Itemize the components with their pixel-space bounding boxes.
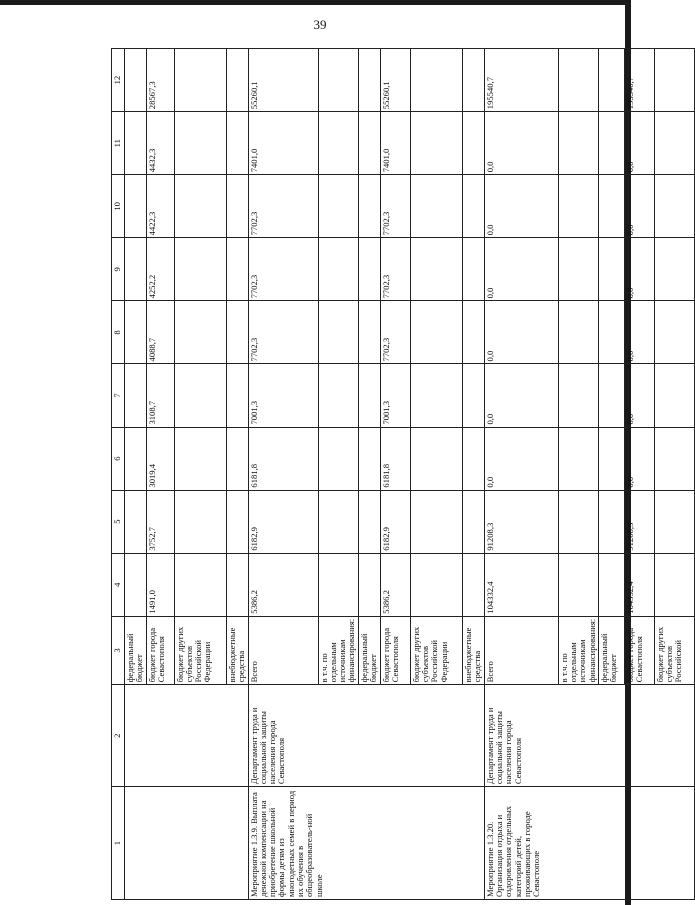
value-cell: [125, 490, 147, 553]
value-cell: [125, 301, 147, 364]
source-cell: бюджет города Севастополя: [380, 616, 410, 685]
value-cell: 195540,7: [484, 49, 558, 112]
header-cell: 6: [112, 427, 125, 490]
value-cell: [125, 112, 147, 175]
value-cell: 104332,4: [484, 553, 558, 616]
value-cell: [226, 112, 248, 175]
value-cell: [318, 301, 358, 364]
value-cell: 3019,4: [146, 427, 174, 490]
value-cell: [125, 49, 147, 112]
value-cell: [174, 490, 226, 553]
source-cell: федеральный бюджет: [598, 616, 624, 685]
value-cell: [654, 364, 694, 427]
header-cell: 3: [112, 616, 125, 685]
value-cell: [654, 238, 694, 301]
source-cell: внебюджетные средства: [462, 616, 484, 685]
table-body: [112, 49, 695, 900]
value-cell: [462, 490, 484, 553]
value-cell: 0,0: [624, 427, 654, 490]
value-cell: 5386,2: [380, 553, 410, 616]
value-cell: [174, 175, 226, 238]
value-cell: 0,0: [624, 112, 654, 175]
value-cell: [318, 175, 358, 238]
source-cell: внебюджетные средства: [226, 616, 248, 685]
value-cell: [558, 553, 598, 616]
measure-cell: Мероприятие 1.3.20. Организация отдыха и оздоровления отдельных категорий детей, проживающих в городе Севастополе: [484, 787, 694, 900]
executor-cell: Департамент труда и социальной защиты населения города Севастополя: [484, 685, 694, 787]
value-cell: [410, 427, 462, 490]
value-cell: 195540,7: [624, 49, 654, 112]
value-cell: [226, 175, 248, 238]
source-cell: в т.ч. по отдельным источникам финансирования:: [558, 616, 598, 685]
header-cell: 11: [112, 112, 125, 175]
value-cell: 104332,4: [624, 553, 654, 616]
value-cell: [598, 553, 624, 616]
value-cell: 0,0: [484, 175, 558, 238]
value-cell: [125, 427, 147, 490]
value-cell: [558, 49, 598, 112]
value-cell: [462, 112, 484, 175]
value-cell: [558, 175, 598, 238]
value-cell: [654, 301, 694, 364]
value-cell: [174, 364, 226, 427]
value-cell: 6182,9: [248, 490, 318, 553]
page-number: 39: [313, 17, 327, 32]
value-cell: 0,0: [624, 301, 654, 364]
source-cell: Всего: [484, 616, 558, 685]
value-cell: [318, 238, 358, 301]
value-cell: 0,0: [484, 427, 558, 490]
value-cell: [226, 301, 248, 364]
value-cell: [462, 427, 484, 490]
value-cell: [358, 112, 380, 175]
value-cell: [358, 427, 380, 490]
header-cell: 9: [112, 238, 125, 301]
value-cell: [598, 112, 624, 175]
rotated-table-wrapper: [111, 48, 684, 900]
value-cell: [558, 490, 598, 553]
value-cell: [125, 175, 147, 238]
value-cell: [462, 364, 484, 427]
value-cell: [410, 112, 462, 175]
value-cell: 7702,3: [248, 301, 318, 364]
value-cell: 0,0: [484, 238, 558, 301]
value-cell: [318, 553, 358, 616]
value-cell: [598, 364, 624, 427]
value-cell: [598, 427, 624, 490]
value-cell: 0,0: [624, 175, 654, 238]
value-cell: 7401,0: [380, 112, 410, 175]
value-cell: [654, 175, 694, 238]
value-cell: [358, 238, 380, 301]
value-cell: [174, 238, 226, 301]
value-cell: [318, 490, 358, 553]
value-cell: [410, 238, 462, 301]
value-cell: 7702,3: [248, 238, 318, 301]
value-cell: [318, 112, 358, 175]
source-cell: бюджет других субъектов Российской Федерации: [410, 616, 462, 685]
value-cell: [358, 490, 380, 553]
table-row: [125, 49, 147, 900]
value-cell: [226, 49, 248, 112]
value-cell: [462, 175, 484, 238]
value-cell: 0,0: [484, 112, 558, 175]
value-cell: [174, 301, 226, 364]
value-cell: [654, 490, 694, 553]
value-cell: [558, 238, 598, 301]
value-cell: 0,0: [624, 364, 654, 427]
table-row: [484, 49, 558, 900]
value-cell: [598, 238, 624, 301]
value-cell: 7702,3: [248, 175, 318, 238]
value-cell: 4422,3: [146, 175, 174, 238]
value-cell: [462, 301, 484, 364]
value-cell: [358, 301, 380, 364]
value-cell: [226, 364, 248, 427]
value-cell: [598, 301, 624, 364]
value-cell: 1491,0: [146, 553, 174, 616]
value-cell: [410, 490, 462, 553]
value-cell: 91208,3: [484, 490, 558, 553]
source-cell: Всего: [248, 616, 318, 685]
value-cell: [654, 427, 694, 490]
source-cell: бюджет города Севастополя: [146, 616, 174, 685]
value-cell: [462, 553, 484, 616]
budget-table: [111, 48, 695, 900]
value-cell: [654, 49, 694, 112]
value-cell: 3752,7: [146, 490, 174, 553]
value-cell: 7001,3: [248, 364, 318, 427]
value-cell: [598, 175, 624, 238]
value-cell: 0,0: [484, 364, 558, 427]
value-cell: [410, 301, 462, 364]
value-cell: [462, 49, 484, 112]
header-cell: 8: [112, 301, 125, 364]
source-cell: федеральный бюджет: [125, 616, 147, 685]
value-cell: [174, 553, 226, 616]
source-cell: бюджет других субъектов Российской Федерации: [174, 616, 226, 685]
value-cell: [358, 553, 380, 616]
header-row: [112, 49, 125, 900]
value-cell: [318, 427, 358, 490]
value-cell: [558, 112, 598, 175]
value-cell: [125, 238, 147, 301]
value-cell: 6181,8: [380, 427, 410, 490]
value-cell: [125, 364, 147, 427]
value-cell: 7001,3: [380, 364, 410, 427]
value-cell: [558, 364, 598, 427]
source-cell: бюджет города Севастополя: [624, 616, 654, 685]
header-cell: 12: [112, 49, 125, 112]
value-cell: 5386,2: [248, 553, 318, 616]
value-cell: 7401,0: [248, 112, 318, 175]
value-cell: 0,0: [484, 301, 558, 364]
value-cell: [226, 427, 248, 490]
value-cell: [226, 238, 248, 301]
value-cell: [318, 49, 358, 112]
value-cell: 6182,9: [380, 490, 410, 553]
value-cell: 7702,3: [380, 238, 410, 301]
value-cell: [174, 112, 226, 175]
value-cell: 4432,3: [146, 112, 174, 175]
value-cell: [654, 553, 694, 616]
header-cell: 4: [112, 553, 125, 616]
value-cell: 0,0: [624, 238, 654, 301]
header-cell: 2: [112, 685, 125, 787]
value-cell: [174, 427, 226, 490]
header-cell: 7: [112, 364, 125, 427]
value-cell: [410, 175, 462, 238]
value-cell: 55260,1: [380, 49, 410, 112]
measure-cell: [125, 787, 249, 900]
source-cell: в т.ч. по отдельным источникам финансирования:: [318, 616, 358, 685]
header-cell: 5: [112, 490, 125, 553]
table-row: [248, 49, 318, 900]
value-cell: [226, 490, 248, 553]
value-cell: [358, 175, 380, 238]
scan-top-edge: [0, 0, 631, 5]
executor-cell: [125, 685, 249, 787]
value-cell: [654, 112, 694, 175]
value-cell: 4088,7: [146, 301, 174, 364]
value-cell: 3108,7: [146, 364, 174, 427]
header-cell: 10: [112, 175, 125, 238]
value-cell: 7702,3: [380, 301, 410, 364]
value-cell: [558, 301, 598, 364]
value-cell: [318, 364, 358, 427]
value-cell: [125, 553, 147, 616]
value-cell: 4252,2: [146, 238, 174, 301]
value-cell: [598, 490, 624, 553]
source-cell: бюджет других субъектов Российской: [654, 616, 694, 685]
value-cell: [358, 364, 380, 427]
value-cell: 28567,3: [146, 49, 174, 112]
source-cell: федеральный бюджет: [358, 616, 380, 685]
measure-cell: Мероприятие 1.3.9. Выплата денежной компенсации на приобретение школьной формы детям из многодетных семей в период их обучения в общеобразователь-ной школе: [248, 787, 484, 900]
value-cell: [410, 364, 462, 427]
value-cell: 6181,8: [248, 427, 318, 490]
header-cell: 1: [112, 787, 125, 900]
executor-cell: Департамент труда и социальной защиты населения города Севастополя: [248, 685, 484, 787]
value-cell: 91208,3: [624, 490, 654, 553]
value-cell: [358, 49, 380, 112]
value-cell: [410, 49, 462, 112]
value-cell: 55260,1: [248, 49, 318, 112]
value-cell: 7702,3: [380, 175, 410, 238]
value-cell: [558, 427, 598, 490]
value-cell: [226, 553, 248, 616]
value-cell: [174, 49, 226, 112]
value-cell: [462, 238, 484, 301]
value-cell: [410, 553, 462, 616]
value-cell: [598, 49, 624, 112]
